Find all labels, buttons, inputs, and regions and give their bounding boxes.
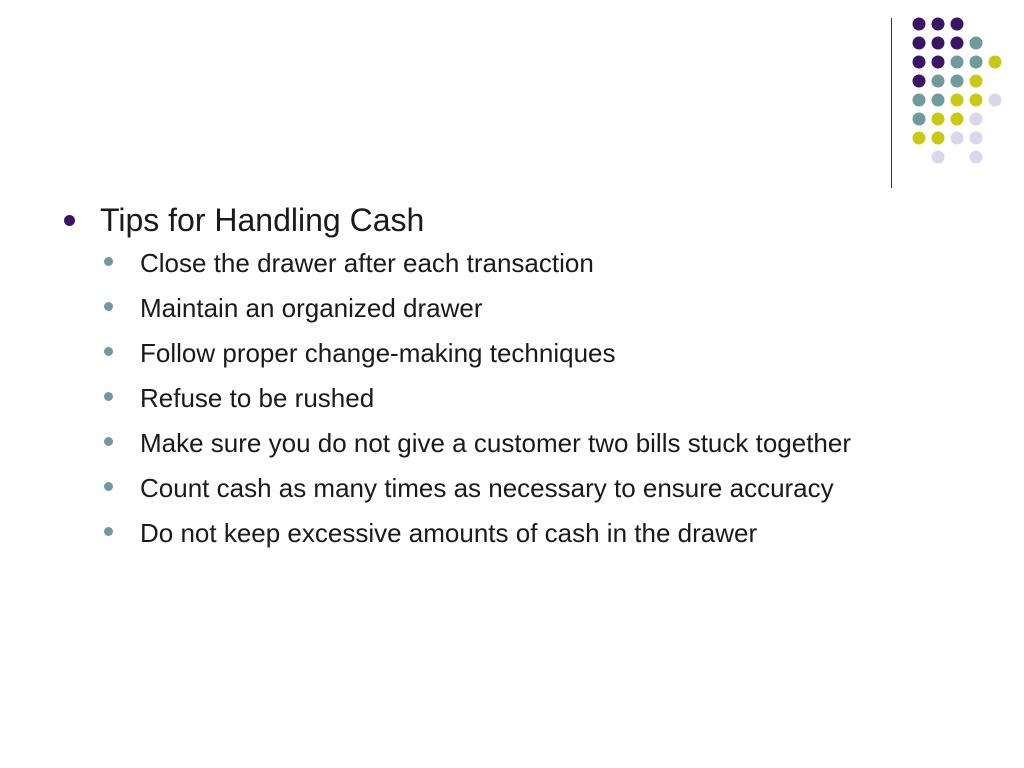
list-item: [62, 379, 900, 417]
slide-body: [62, 198, 922, 559]
list-item: [62, 469, 900, 507]
decorative-dot: [932, 132, 945, 145]
list-item: [62, 514, 900, 552]
decorative-dot: [970, 132, 983, 145]
list-item-text: Close the drawer after each transaction: [140, 248, 594, 278]
decorative-dot-grid: [900, 10, 1010, 170]
secondary-bullet-icon: [104, 392, 113, 401]
primary-bullet-icon: [64, 215, 75, 226]
slide-heading-item: [62, 198, 922, 242]
decorative-dot: [913, 94, 926, 107]
decorative-dot: [970, 56, 983, 69]
decorative-dot: [951, 113, 964, 126]
list-item: [62, 289, 900, 327]
slide-heading: Tips for Handling Cash: [100, 202, 425, 238]
secondary-bullet-icon: [104, 527, 113, 536]
decorative-dot: [913, 132, 926, 145]
decorative-dot: [932, 151, 945, 164]
decorative-dot: [970, 94, 983, 107]
secondary-bullet-icon: [104, 257, 113, 266]
list-item-text: Refuse to be rushed: [140, 383, 375, 413]
decorative-dot: [951, 94, 964, 107]
decorative-dot: [932, 94, 945, 107]
list-item-text: Maintain an organized drawer: [140, 293, 483, 323]
list-item-text: Follow proper change-making techniques: [140, 338, 616, 368]
decorative-dot: [951, 56, 964, 69]
secondary-bullet-icon: [104, 302, 113, 311]
decorative-dot: [932, 37, 945, 50]
secondary-bullet-icon: [104, 347, 113, 356]
decorative-dot: [970, 37, 983, 50]
decorative-dot: [913, 113, 926, 126]
decorative-dot: [970, 75, 983, 88]
decorative-dot: [932, 18, 945, 31]
decorative-dot: [932, 56, 945, 69]
decorative-dot: [951, 18, 964, 31]
decorative-divider-line: [891, 18, 892, 188]
list-item: [62, 334, 900, 372]
decorative-dot: [989, 94, 1002, 107]
secondary-bullet-icon: [104, 437, 113, 446]
list-item-text: Do not keep excessive amounts of cash in the drawer: [140, 518, 758, 548]
secondary-bullet-icon: [104, 482, 113, 491]
decorative-dot: [932, 75, 945, 88]
list-item: [62, 424, 900, 462]
decorative-dot: [970, 113, 983, 126]
bullet-list: [62, 244, 922, 552]
decorative-dot: [932, 113, 945, 126]
decorative-dot: [989, 56, 1002, 69]
decorative-dot: [913, 56, 926, 69]
decorative-dot: [913, 75, 926, 88]
decorative-dot: [951, 75, 964, 88]
list-item: [62, 244, 900, 282]
decorative-dot: [913, 18, 926, 31]
decorative-dot: [913, 37, 926, 50]
decorative-dot: [970, 151, 983, 164]
list-item-text: Count cash as many times as necessary to ensure accuracy: [140, 473, 834, 503]
list-item-text: Make sure you do not give a customer two bills stuck together: [140, 428, 852, 458]
decorative-dot: [951, 132, 964, 145]
decorative-dot: [951, 37, 964, 50]
